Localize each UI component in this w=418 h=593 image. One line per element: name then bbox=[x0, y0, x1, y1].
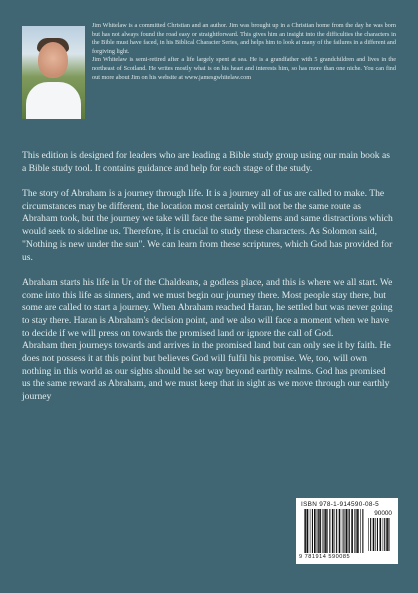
barcode-stripe bbox=[377, 518, 378, 551]
barcode-stripe bbox=[383, 518, 384, 551]
barcode-stripe bbox=[348, 509, 349, 553]
barcode-stripe bbox=[349, 509, 350, 553]
isbn-label: ISBN 978-1-914590-08-5 bbox=[301, 501, 380, 508]
author-face bbox=[38, 42, 68, 78]
barcode-stripe bbox=[390, 518, 391, 551]
barcode-stripe bbox=[325, 509, 327, 553]
author-photo bbox=[22, 26, 85, 119]
isbn-barcode bbox=[296, 498, 398, 564]
barcode-bars-icon bbox=[304, 509, 364, 553]
barcode-stripe bbox=[356, 509, 357, 553]
barcode-stripe bbox=[317, 509, 318, 553]
barcode-stripe bbox=[310, 509, 311, 553]
barcode-stripe bbox=[368, 518, 369, 551]
barcode-stripe bbox=[351, 509, 353, 553]
barcode-stripe bbox=[324, 509, 325, 553]
barcode-stripe bbox=[339, 509, 341, 553]
barcode-stripe bbox=[357, 509, 359, 553]
barcode-stripe bbox=[360, 509, 361, 553]
barcode-stripe bbox=[312, 509, 313, 553]
barcode-stripe bbox=[336, 509, 337, 553]
barcode-stripe bbox=[305, 509, 306, 553]
barcode-stripe bbox=[354, 509, 355, 553]
barcode-stripe bbox=[318, 509, 319, 553]
barcode-stripe bbox=[335, 509, 336, 553]
author-shirt bbox=[26, 82, 81, 119]
barcode-stripe bbox=[343, 509, 344, 553]
barcode-stripe bbox=[304, 509, 305, 553]
barcode-stripe bbox=[373, 518, 375, 551]
barcode-stripe bbox=[342, 509, 343, 553]
barcode-stripe bbox=[329, 509, 330, 553]
blurb-paragraph-2: The story of Abraham is a journey through life. It is a journey all of us are called to make. The circumstances may be different, the location most certainly will not be the same route as Abraham took, but the journey we take will face the same problems and same distractions which would seek to sideline us. Therefore, it is crucial to study these characters. As Solomon said, "Nothing is new under the sun". We can learn from these scriptures, which God has provided for us. bbox=[22, 188, 393, 263]
author-bio bbox=[92, 22, 396, 82]
blurb-paragraph-3: Abraham starts his life in Ur of the Chaldeans, a godless place, and this is where we all start. We come into this life as sinners, and we must begin our journey there. Most people stay there, but some are called to start a journey. When Abraham reached Haran, he settled but was never going to stay there. Haran is Abraham's decision point, and we also will face a moment when we have to decide if we will press on towards the promised land or ignore the call of God. bbox=[22, 276, 393, 339]
barcode-number: 9 781914 590085 bbox=[299, 554, 351, 560]
barcode-stripe bbox=[370, 518, 371, 551]
barcode-stripe bbox=[386, 518, 388, 551]
barcode-stripe bbox=[307, 509, 309, 553]
barcode-stripe bbox=[314, 509, 316, 553]
barcode-stripe bbox=[319, 509, 321, 553]
barcode-stripe bbox=[327, 509, 328, 553]
barcode-stripe bbox=[346, 509, 348, 553]
author-bio-paragraph-2: Jim Whitelaw is semi-retired after a life largely spent at sea. He is a grandfather with 5 grandchildren and lives in the northeast of Scotland. He writes mostly what is on his heart and interests him, so has more than one niche. You can find out more about Jim on his website at www.jamesgwhitelaw.com bbox=[92, 56, 396, 81]
barcode-stripe bbox=[362, 509, 363, 553]
barcode-stripe bbox=[322, 509, 323, 553]
barcode-stripe bbox=[384, 518, 385, 551]
barcode-stripe bbox=[380, 518, 382, 551]
blurb-paragraph-1: This edition is designed for leaders who are leading a Bible study group using our main book as a Bible study tool. It contains guidance and help for each stage of the study. bbox=[22, 150, 390, 174]
barcode-stripe bbox=[332, 509, 334, 553]
barcode-stripe bbox=[388, 518, 389, 551]
author-bio-paragraph-1: Jim Whitelaw is a committed Christian and an author. Jim was brought up in a Christian home from the day he was born but has not always found the road easy or straightforward. This gives him an insight into the difficulties the characters in the Bible must have faced, in his Biblical Character Series, and helps him to look at many of the failures in a different and forgiving light. bbox=[92, 22, 396, 55]
blurb-paragraph-4: Abraham then journeys towards and arrives in the promised land but can only see it by faith. He does not possess it at this point but believes God will fulfil his promise. We, too, will own nothing in this world as our sights should be set way beyond earthly realms. God has promised us the same reward as Abraham, and we must keep that in sight as we move through our earthly journey bbox=[22, 340, 391, 403]
barcode-stripe bbox=[375, 518, 376, 551]
blurb bbox=[22, 150, 394, 416]
price-code: 90000 bbox=[374, 510, 392, 517]
price-barcode-bars-icon bbox=[368, 518, 390, 551]
